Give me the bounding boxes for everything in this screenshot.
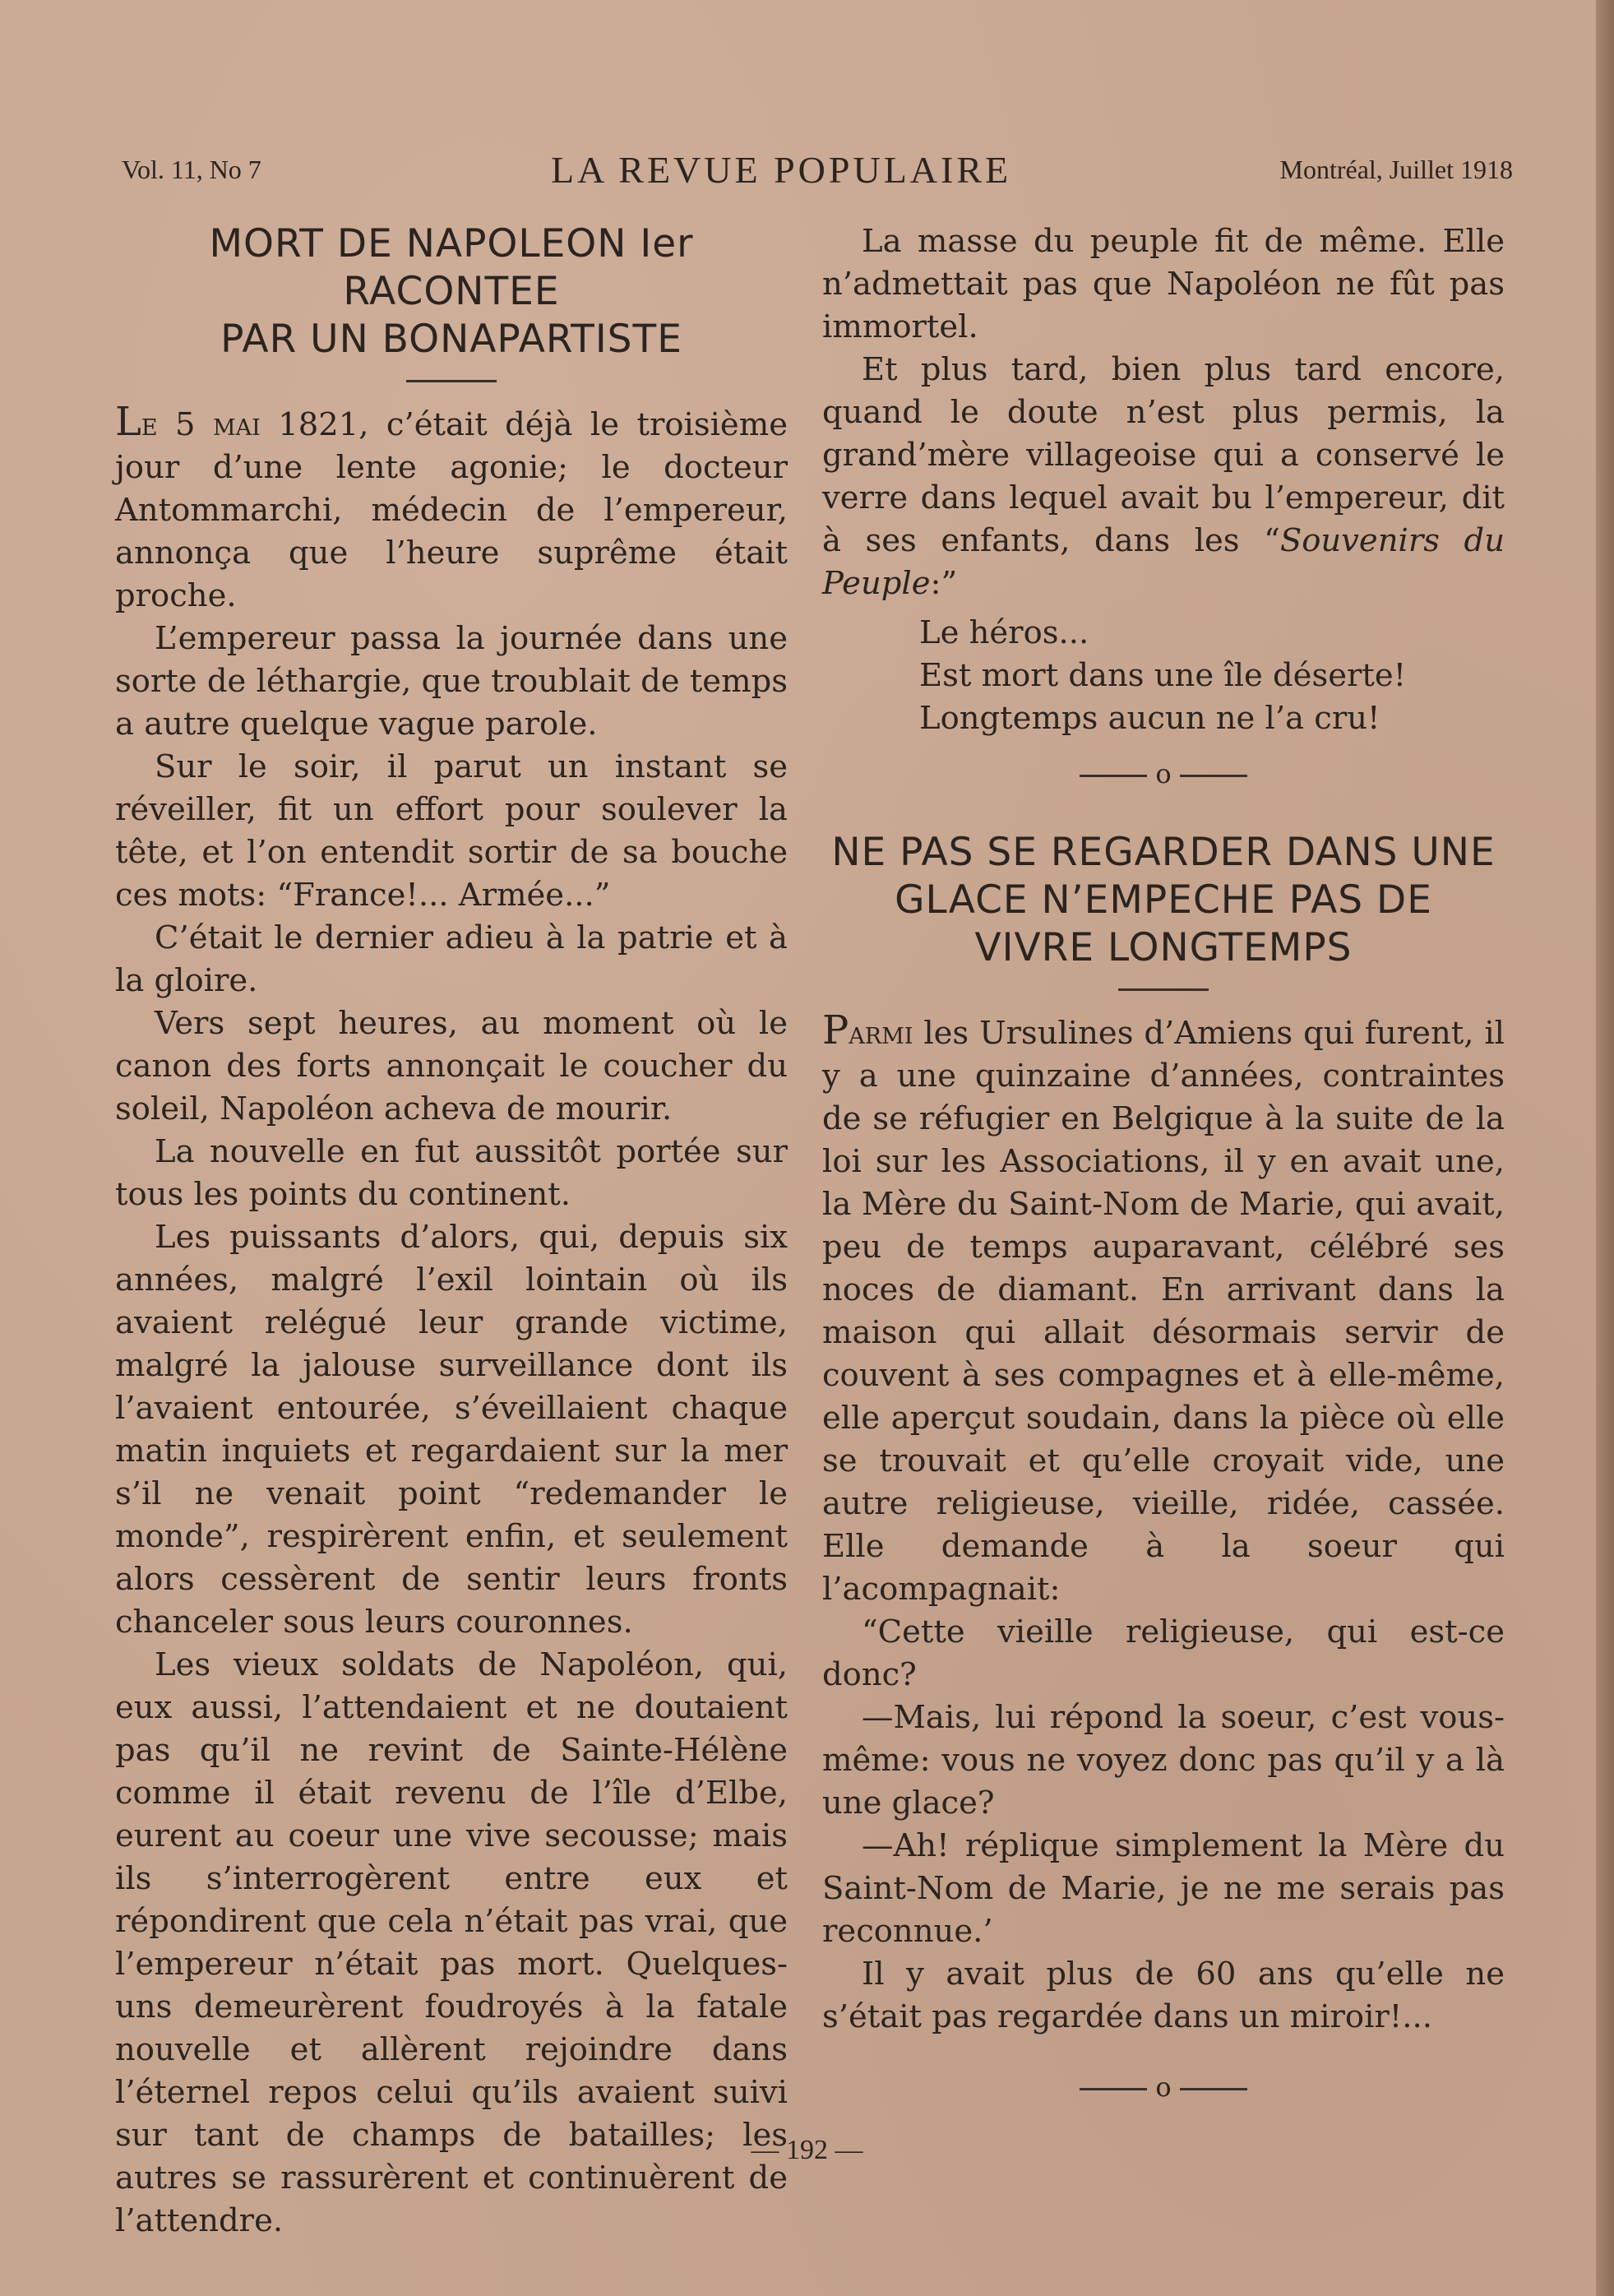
- small-caps-lead: e 5 mai: [141, 406, 261, 443]
- paragraph: Sur le soir, il parut un instant se réveiller, fit un effort pour soulever la tête, et l’on entendit sortir de sa bouche ces mots: “France!... Armée...”: [115, 748, 788, 914]
- headline-line: PAR UN BONAPARTISTE: [220, 317, 682, 362]
- headline-line: NE PAS SE REGARDER DANS UNE: [831, 830, 1496, 875]
- paragraph: —Ah! réplique simplement la Mère du Saint-Nom de Marie, je ne me serais pas reconnue.’: [822, 1827, 1505, 1950]
- paragraph-text: les Ursulines d’Amiens qui furent, il y a une quinzaine d’années, contraintes de se réfugier en Belgique à la suite de la loi sur les Associations, il y en avait une, la Mère du Saint-Nom de Marie, qui avait, peu de temps auparavant, célébré ses noces de diamant. En arrivant dans la maison qui allait désormais servir de couvent à ses compagnes et à elle-même, elle aperçut soudain, dans la pièce où elle se trouvait et qu’elle croyait vide, une autre religieuse, vieille, ridée, cassée. Elle demande à la soeur qui l’acompagnait:: [822, 1015, 1505, 1608]
- paragraph: [822, 349, 1505, 605]
- left-column: [115, 220, 788, 2243]
- italic-title: Souvenirs du Peuple: [822, 522, 1505, 602]
- section-ornament: [822, 2071, 1505, 2103]
- paragraph-text: Et plus tard, bien plus tard encore, quand le doute n’est plus permis, la grand’mère villageoise qui a conservé le verre dans lequel avait bu l’empereur, dit à ses enfants, dans les “: [822, 351, 1505, 559]
- drop-cap: L: [115, 399, 141, 445]
- headline-line: VIVRE LONGTEMPS: [974, 925, 1353, 970]
- page-edge: [1596, 0, 1614, 2296]
- paragraph: Les puissants d’alors, qui, depuis six années, malgré l’exil lointain où ils avaient relégué leur grande victime, malgré la jalouse surveillance dont ils l’avaient entourée, s’éveillaient chaque matin inquiets et regardaient sur la mer s’il ne venait point “redemander le monde”, respirèrent enfin, et seulement alors cessèrent de sentir leurs fronts chanceler sous leurs couronnes.: [115, 1219, 788, 1641]
- small-caps-lead: armi: [849, 1015, 913, 1052]
- paragraph: La masse du peuple fit de même. Elle n’admettait pas que Napoléon ne fût pas immortel.: [822, 223, 1505, 345]
- paragraph: [115, 400, 788, 618]
- headline-line: MORT DE NAPOLEON Ier RACONTEE: [209, 221, 694, 314]
- verse-line: Est mort dans une île déserte!: [919, 657, 1407, 694]
- headline-rule: [406, 380, 497, 382]
- paragraph: C’était le dernier adieu à la patrie et à la gloire.: [115, 919, 788, 999]
- section-ornament: [822, 758, 1505, 789]
- headline-line: GLACE N’EMPECHE PAS DE: [895, 877, 1432, 923]
- paragraph-text: :”: [930, 565, 958, 602]
- volume-number: Vol. 11, No 7: [122, 155, 261, 184]
- journal-title: LA REVUE POPULAIRE: [551, 149, 1012, 191]
- ornament-glyph: o: [1155, 758, 1172, 789]
- drop-cap: P: [822, 1007, 849, 1053]
- paragraph: La nouvelle en fut aussitôt portée sur tous les points du continent.: [115, 1133, 788, 1213]
- headline-rule: [1118, 988, 1209, 991]
- article-headline: [822, 829, 1505, 972]
- verse-quote: [919, 612, 1505, 740]
- paragraph: “Cette vieille religieuse, qui est-ce donc?: [822, 1613, 1505, 1693]
- paragraph-text: 1821, c’était déjà le troisième jour d’une lente agonie; le docteur Antommarchi, médecin de l’empereur, annonça que l’heure suprême était proche.: [115, 406, 788, 614]
- running-header: [115, 151, 1513, 201]
- paragraph: —Mais, lui répond la soeur, c’est vous-même: vous ne voyez donc pas qu’il y a là une glace?: [822, 1699, 1505, 1822]
- article-headline: [115, 220, 788, 363]
- right-column: [822, 220, 1505, 2121]
- paragraph: Il y avait plus de 60 ans qu’elle ne s’était pas regardée dans un miroir!...: [822, 1956, 1505, 2035]
- verse-line: Le héros...: [919, 614, 1089, 651]
- paragraph: Vers sept heures, au moment où le canon des forts annonçait le coucher du soleil, Napoléon acheva de mourir.: [115, 1005, 788, 1127]
- paragraph: [822, 1009, 1505, 1611]
- paragraph: L’empereur passa la journée dans une sorte de léthargie, que troublait de temps a autre quelque vague parole.: [115, 620, 788, 743]
- paragraph: Les vieux soldats de Napoléon, qui, eux aussi, l’attendaient et ne doutaient pas qu’il ne revint de Sainte-Hélène comme il était revenu de l’île d’Elbe, eurent au coeur une vive secousse; mais ils s’interrogèrent entre eux et répondirent que cela n’était pas vrai, que l’empereur n’était pas mort. Quelques-uns demeurèrent foudroyés à la fatale nouvelle et allèrent rejoindre dans l’éternel repos celui qu’ils avaient suivi sur tant de champs de batailles; les autres se rassurèrent et continuèrent de l’attendre.: [115, 1646, 788, 2239]
- ornament-glyph: o: [1155, 2071, 1172, 2103]
- verse-line: Longtemps aucun ne l’a cru!: [919, 700, 1380, 737]
- page-number: — 192 —: [751, 2135, 863, 2165]
- issue-date: Montréal, Juillet 1918: [1279, 155, 1513, 184]
